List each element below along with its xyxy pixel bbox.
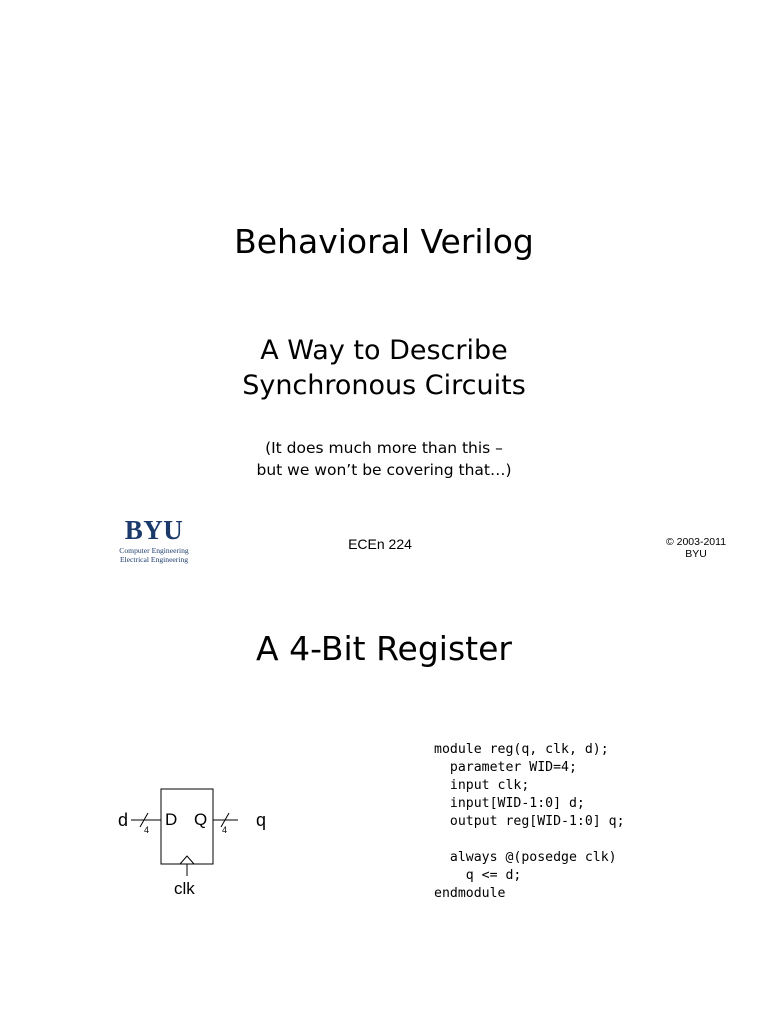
copyright-line-1: © 2003-2011: [665, 536, 727, 548]
byu-logo-wordmark: BYU: [124, 515, 184, 545]
verilog-code: module reg(q, clk, d); parameter WID=4; input clk; input[WID-1:0] d; output reg[WID-1:0] q; always @(posedge clk) q <= d; endmodule: [434, 742, 625, 901]
subtitle-line-2: Synchronous Circuits: [242, 370, 526, 401]
input-label: d: [118, 810, 129, 830]
byu-logo-line-2: Electrical Engineering: [119, 555, 189, 564]
byu-logo-line-1: Computer Engineering: [119, 546, 189, 555]
input-width-label: 4: [144, 825, 150, 835]
copyright-line-2: BYU: [685, 548, 707, 560]
note-line-1: (It does much more than this –: [265, 439, 503, 457]
byu-logo: [118, 516, 190, 566]
slide-subtitle: [0, 333, 768, 403]
slide-title: Behavioral Verilog: [234, 222, 534, 261]
copyright: [650, 536, 742, 560]
slide-2-title: A 4-Bit Register: [256, 629, 512, 668]
output-width-label: 4: [222, 825, 228, 835]
clock-label: clk: [174, 879, 195, 898]
q-port-label: Q: [194, 810, 208, 829]
output-label: q: [256, 810, 267, 830]
d-port-label: D: [165, 810, 178, 829]
course-label: ECEn 224: [348, 536, 412, 552]
note-line-2: but we won’t be covering that…): [256, 461, 512, 479]
subtitle-line-1: A Way to Describe: [260, 335, 508, 366]
clock-triangle: [180, 856, 194, 864]
slide-note: [0, 437, 768, 481]
register-diagram: [110, 780, 290, 900]
